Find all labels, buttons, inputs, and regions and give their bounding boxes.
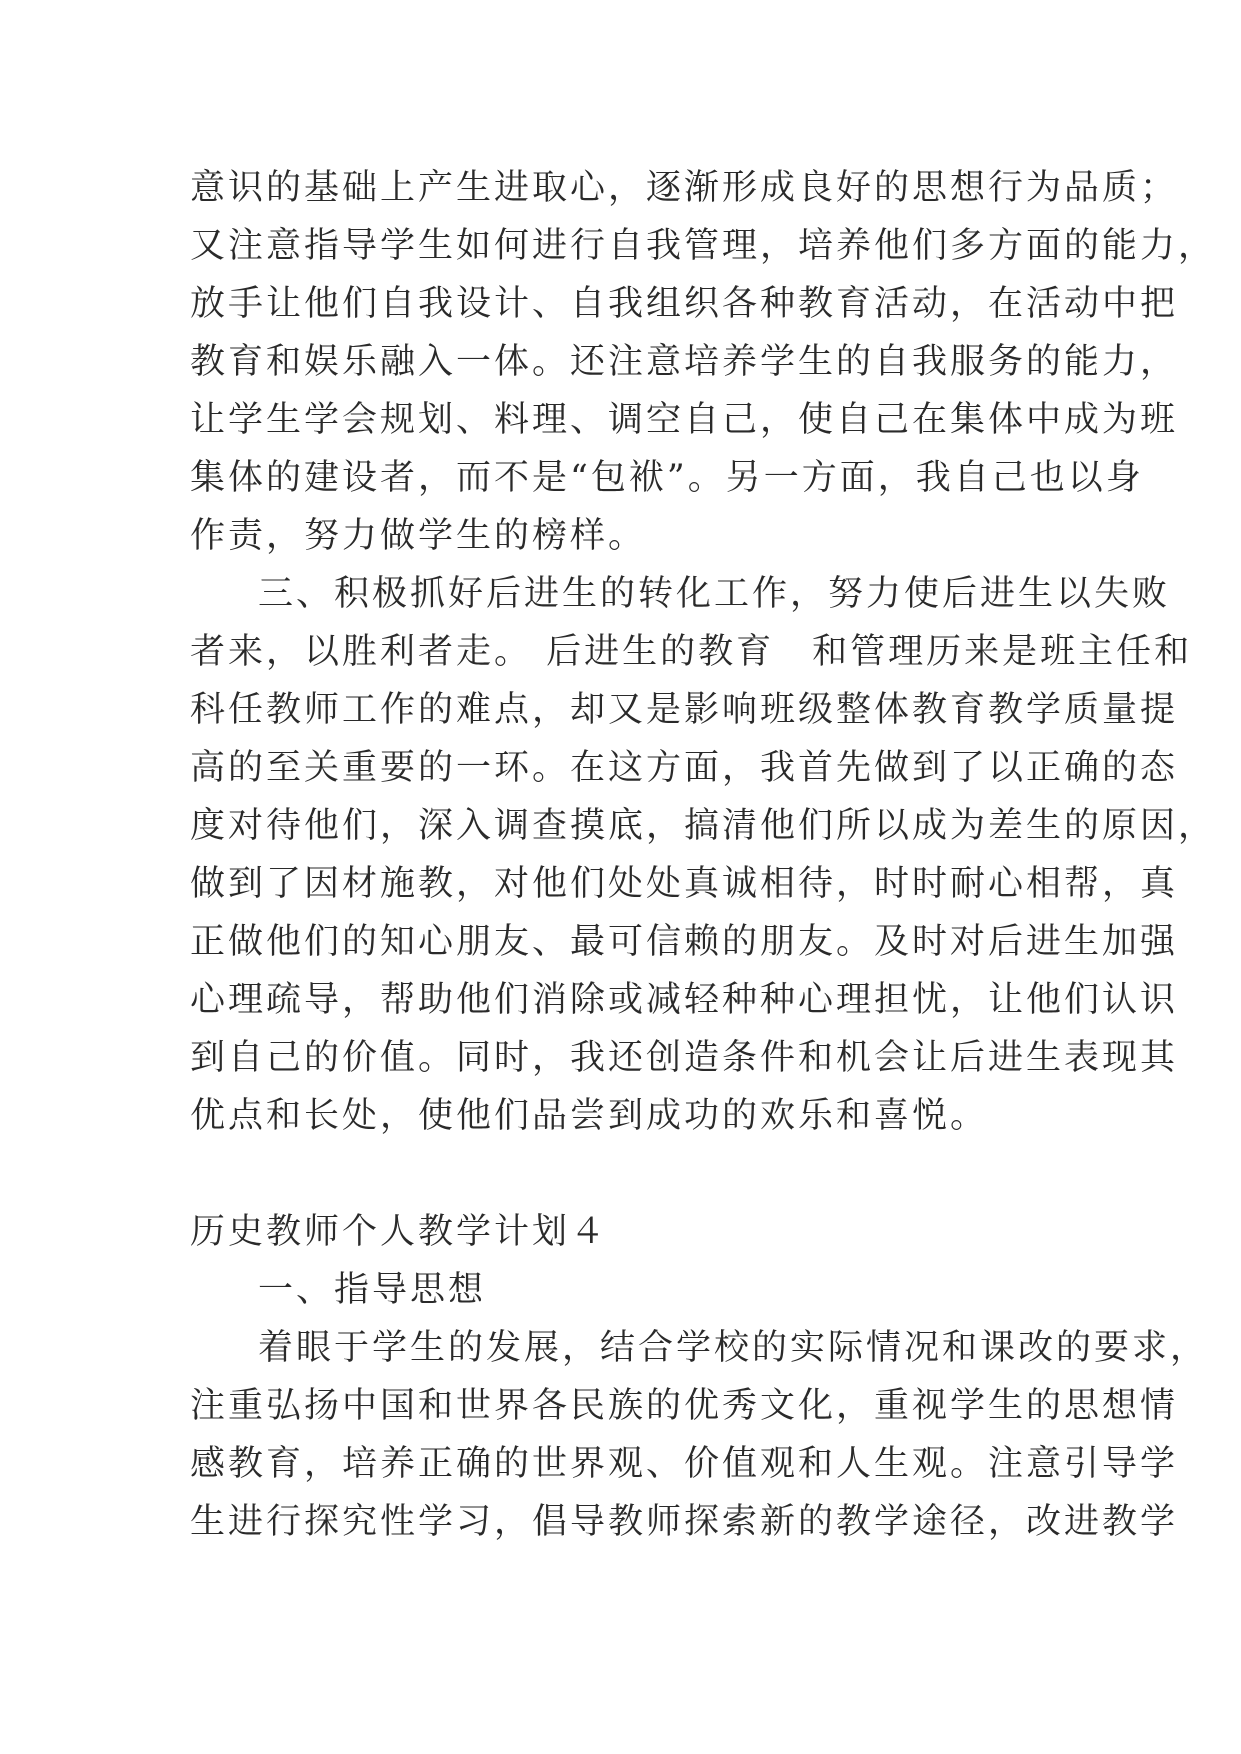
paragraph-heading-line: 三、积极抓好后进生的转化工作，努力使后进生以失败: [258, 574, 1171, 614]
text-line: 高的至关重要的一环。在这方面，我首先做到了以正确的态: [190, 748, 1179, 788]
text-line: 者来，以胜利者走。 后进生的教育 和管理历来是班主任和: [190, 632, 1193, 672]
text-line: 科任教师工作的难点，却又是影响班级整体教育教学质量提: [190, 690, 1179, 730]
text-line: 到自己的价值。同时，我还创造条件和机会让后进生表现其: [190, 1038, 1179, 1078]
text-line: 生进行探究性学习，倡导教师探索新的教学途径，改进教学: [190, 1502, 1179, 1542]
text-line: 心理疏导，帮助他们消除或减轻种种心理担忧，让他们认识: [190, 980, 1179, 1020]
text-line: 着眼于学生的发展，结合学校的实际情况和课改的要求，: [258, 1328, 1209, 1368]
text-line: 注重弘扬中国和世界各民族的优秀文化，重视学生的思想情: [190, 1386, 1179, 1426]
text-line: 度对待他们，深入调查摸底，搞清他们所以成为差生的原因，: [190, 806, 1217, 846]
subsection-heading: 一、指导思想: [258, 1270, 487, 1310]
text-line: 让学生学会规划、料理、调空自己，使自己在集体中成为班: [190, 400, 1179, 440]
text-line: 优点和长处，使他们品尝到成功的欢乐和喜悦。: [190, 1096, 989, 1136]
text-line: 感教育，培养正确的世界观、价值观和人生观。注意引导学: [190, 1444, 1179, 1484]
text-line: 集体的建设者，而不是“包袱”。另一方面，我自己也以身: [190, 458, 1144, 498]
text-line: 做到了因材施教，对他们处处真诚相待，时时耐心相帮，真: [190, 864, 1179, 904]
text-line: 意识的基础上产生进取心，逐渐形成良好的思想行为品质；: [190, 168, 1179, 208]
text-line: 放手让他们自我设计、自我组织各种教育活动，在活动中把: [190, 284, 1179, 324]
text-line: 作责，努力做学生的榜样。: [190, 516, 647, 556]
text-line: 教育和娱乐融入一体。还注意培养学生的自我服务的能力，: [190, 342, 1179, 382]
text-line: 又注意指导学生如何进行自我管理，培养他们多方面的能力，: [190, 226, 1217, 266]
section-title: 历史教师个人教学计划４: [190, 1212, 609, 1252]
text-line: 正做他们的知心朋友、最可信赖的朋友。及时对后进生加强: [190, 922, 1179, 962]
